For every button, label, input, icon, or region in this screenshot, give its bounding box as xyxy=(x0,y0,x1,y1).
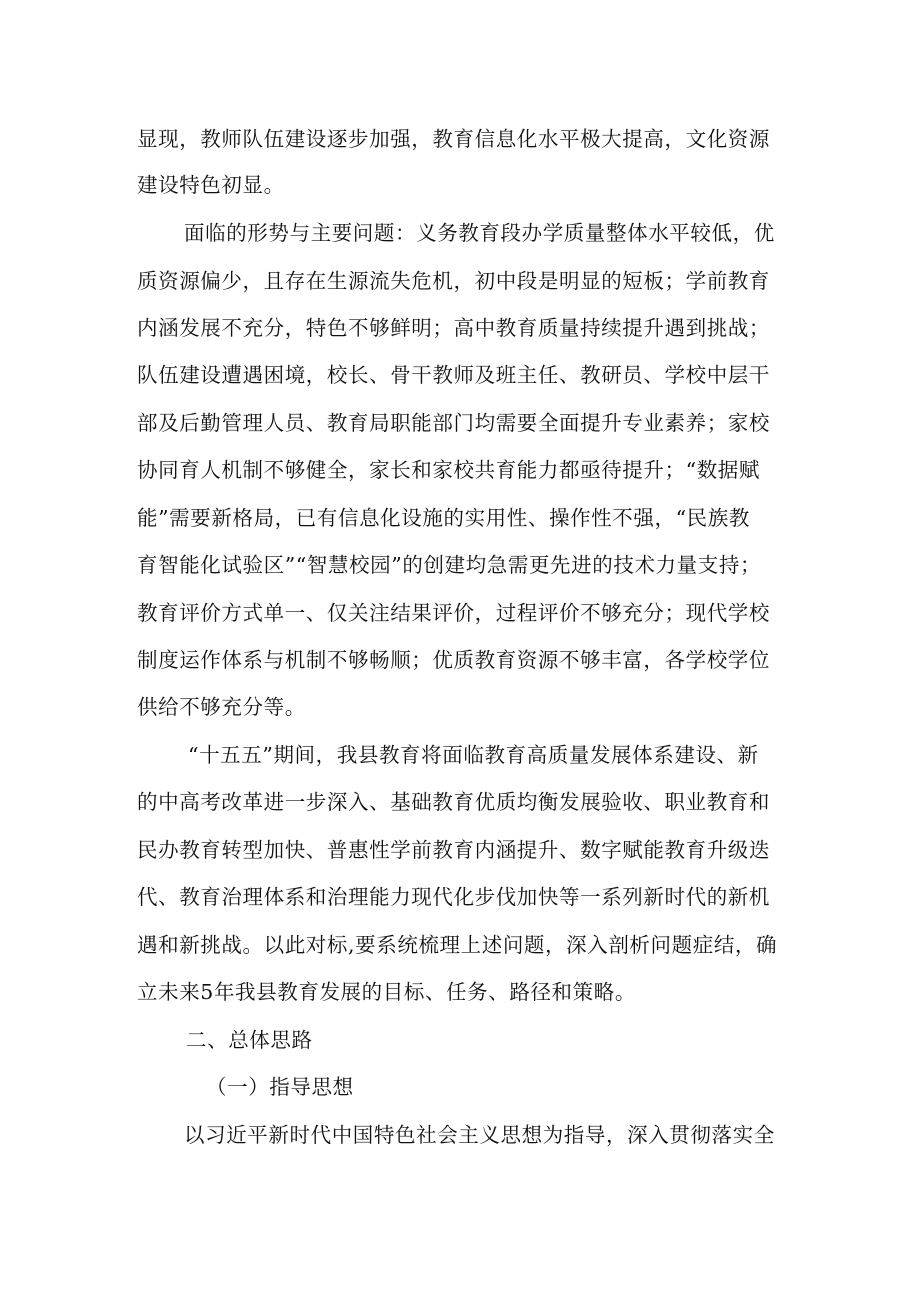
paragraph-line: 协同育人机制不够健全，家长和家校共育能力都亟待提升；“数据赋 xyxy=(137,458,760,482)
section-heading: 二、总体思路 xyxy=(186,1028,313,1052)
paragraph-line: 部及后勤管理人员、教育局职能部门均需要全面提升专业素养；家校 xyxy=(137,411,770,435)
paragraph-line: 民办教育转型加快、普惠性学前教育内涵提升、数字赋能教育升级迭 xyxy=(137,838,770,862)
paragraph-line: 内涵发展不充分，特色不够鲜明；高中教育质量持续提升遇到挑战； xyxy=(137,316,770,340)
paragraph-line: 代、教育治理体系和治理能力现代化步伐加快等一系列新时代的新机 xyxy=(137,885,770,909)
paragraph-line: 建设特色初显。 xyxy=(137,173,285,197)
paragraph-line: 立未来5年我县教育发展的目标、任务、路径和策略。 xyxy=(137,980,636,1004)
paragraph-line: 以习近平新时代中国特色社会主义思想为指导，深入贯彻落实全 xyxy=(184,1123,775,1147)
paragraph-line: 能”需要新格局，已有信息化设施的实用性、操作性不强，“民族教 xyxy=(137,506,750,530)
paragraph-line: 面临的形势与主要问题：义务教育段办学质量整体水平较低，优 xyxy=(184,221,775,245)
paragraph-line: 质资源偏少，且存在生源流失危机，初中段是明显的短板；学前教育 xyxy=(137,269,770,293)
paragraph-line: 育智能化试验区”“智慧校园”的创建均急需更先进的技术力量支持； xyxy=(137,553,762,577)
paragraph-line: 教育评价方式单一、仅关注结果评价，过程评价不够充分；现代学校 xyxy=(137,601,770,625)
paragraph-line: 制度运作体系与机制不够畅顺；优质教育资源不够丰富，各学校学位 xyxy=(137,648,770,672)
paragraph-line: 显现，教师队伍建设逐步加强，教育信息化水平极大提高，文化资源 xyxy=(137,127,770,151)
subsection-heading: （一）指导思想 xyxy=(206,1075,354,1099)
paragraph-line: 遇和新挑战。以此对标,要系统梳理上述问题，深入剖析问题症结，确 xyxy=(137,933,778,957)
paragraph-line: 队伍建设遭遇困境，校长、骨干教师及班主任、教研员、学校中层干 xyxy=(137,363,770,387)
paragraph-line: “十五五”期间，我县教育将面临教育高质量发展体系建设、新 xyxy=(188,743,759,767)
paragraph-line: 供给不够充分等。 xyxy=(137,695,306,719)
paragraph-line: 的中高考改革进一步深入、基础教育优质均衡发展验收、职业教育和 xyxy=(137,790,770,814)
